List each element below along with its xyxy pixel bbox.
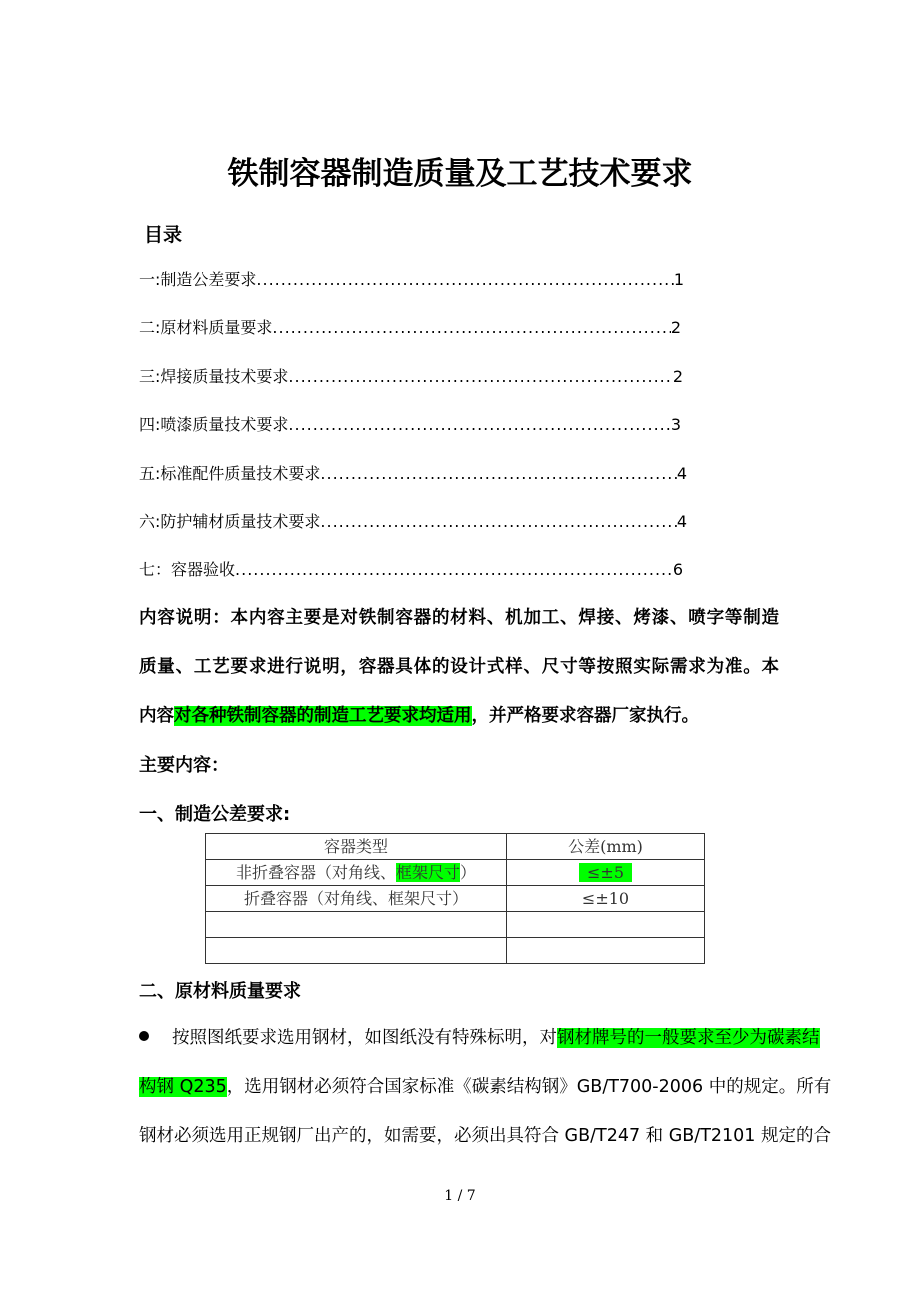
toc-page: 4 bbox=[676, 464, 687, 483]
page-number: 1 / 7 bbox=[444, 1188, 476, 1204]
toc-item[interactable] bbox=[139, 511, 687, 533]
table-cell bbox=[206, 912, 507, 938]
toc-leader bbox=[320, 463, 676, 485]
toc-label: 六:防护辅材质量技术要求 bbox=[139, 512, 321, 531]
body-text: ，选用钢材必须符合国家标准《碳素结构钢》GB/T700-2006 中的规定。所有 bbox=[226, 1077, 832, 1097]
toc-leader bbox=[256, 269, 673, 291]
table-cell: ≤±10 bbox=[507, 886, 705, 912]
toc-leader bbox=[272, 317, 670, 339]
intro-text: 内容 bbox=[139, 706, 174, 726]
toc-label: 五:标准配件质量技术要求 bbox=[139, 464, 321, 483]
toc-leader bbox=[288, 414, 670, 436]
toc-page: 1 bbox=[673, 270, 684, 289]
document-title: 铁制容器制造质量及工艺技术要求 bbox=[227, 156, 693, 192]
table-row bbox=[206, 938, 705, 964]
toc-leader bbox=[320, 511, 676, 533]
table-cell bbox=[206, 860, 507, 886]
table-cell bbox=[507, 938, 705, 964]
cell-text: 非折叠容器（对角线、 bbox=[235, 863, 396, 882]
tolerance-table bbox=[205, 833, 705, 964]
toc-page: 4 bbox=[676, 512, 687, 531]
toc-page: 3 bbox=[670, 415, 681, 434]
body-line bbox=[172, 1025, 820, 1051]
toc-item[interactable] bbox=[139, 463, 687, 485]
toc-item[interactable] bbox=[139, 317, 681, 339]
highlighted-text: 对各种铁制容器的制造工艺要求均适用 bbox=[174, 706, 472, 726]
toc-leader bbox=[235, 559, 673, 581]
table-header: 公差(mm) bbox=[507, 834, 705, 860]
body-line bbox=[139, 1074, 832, 1100]
highlighted-text: 构钢 Q235 bbox=[139, 1077, 227, 1097]
section-heading: 二、原材料质量要求 bbox=[139, 981, 301, 1002]
toc-page: 2 bbox=[670, 318, 681, 337]
intro-text: ，并严格要求容器厂家执行。 bbox=[471, 706, 699, 726]
toc-item[interactable] bbox=[139, 366, 683, 388]
toc-page: 2 bbox=[672, 367, 683, 386]
toc-item[interactable] bbox=[139, 414, 681, 436]
toc-heading: 目录 bbox=[144, 224, 183, 246]
highlighted-text: 框架尺寸 bbox=[395, 863, 460, 882]
toc-label: 一:制造公差要求 bbox=[139, 270, 257, 289]
toc-item[interactable] bbox=[139, 269, 684, 291]
highlighted-text: 钢材牌号的一般要求至少为碳素结 bbox=[557, 1028, 820, 1048]
toc-page: 6 bbox=[672, 560, 683, 579]
section-heading: 一、制造公差要求: bbox=[139, 804, 291, 825]
table-row bbox=[206, 912, 705, 938]
toc-label: 七：容器验收 bbox=[139, 560, 236, 579]
cell-text: ） bbox=[460, 863, 477, 882]
main-heading: 主要内容： bbox=[139, 755, 229, 776]
table-cell bbox=[206, 938, 507, 964]
table-cell bbox=[507, 912, 705, 938]
toc-item[interactable] bbox=[139, 559, 683, 581]
table-header: 容器类型 bbox=[206, 834, 507, 860]
bullet-icon bbox=[139, 1031, 149, 1041]
toc-leader bbox=[288, 366, 672, 388]
toc-label: 二:原材料质量要求 bbox=[139, 318, 273, 337]
intro-line: 质量、工艺要求进行说明，容器具体的设计式样、尺寸等按照实际需求为准。本 bbox=[139, 657, 779, 677]
table-header-row bbox=[206, 834, 705, 860]
table-cell bbox=[507, 860, 705, 886]
highlighted-text: ≤±5 bbox=[579, 863, 632, 882]
toc-label: 三:焊接质量技术要求 bbox=[139, 367, 289, 386]
toc-label: 四:喷漆质量技术要求 bbox=[139, 415, 289, 434]
table-cell: 折叠容器（对角线、框架尺寸） bbox=[206, 886, 507, 912]
body-line: 钢材必须选用正规钢厂出产的，如需要，必须出具符合 GB/T247 和 GB/T2101 规定的合 bbox=[139, 1126, 831, 1146]
intro-line: 内容说明：本内容主要是对铁制容器的材料、机加工、焊接、烤漆、喷字等制造 bbox=[139, 608, 779, 628]
table-row bbox=[206, 886, 705, 912]
table-row bbox=[206, 860, 705, 886]
body-text: 按照图纸要求选用钢材，如图纸没有特殊标明，对 bbox=[172, 1028, 557, 1048]
intro-line bbox=[139, 703, 699, 729]
